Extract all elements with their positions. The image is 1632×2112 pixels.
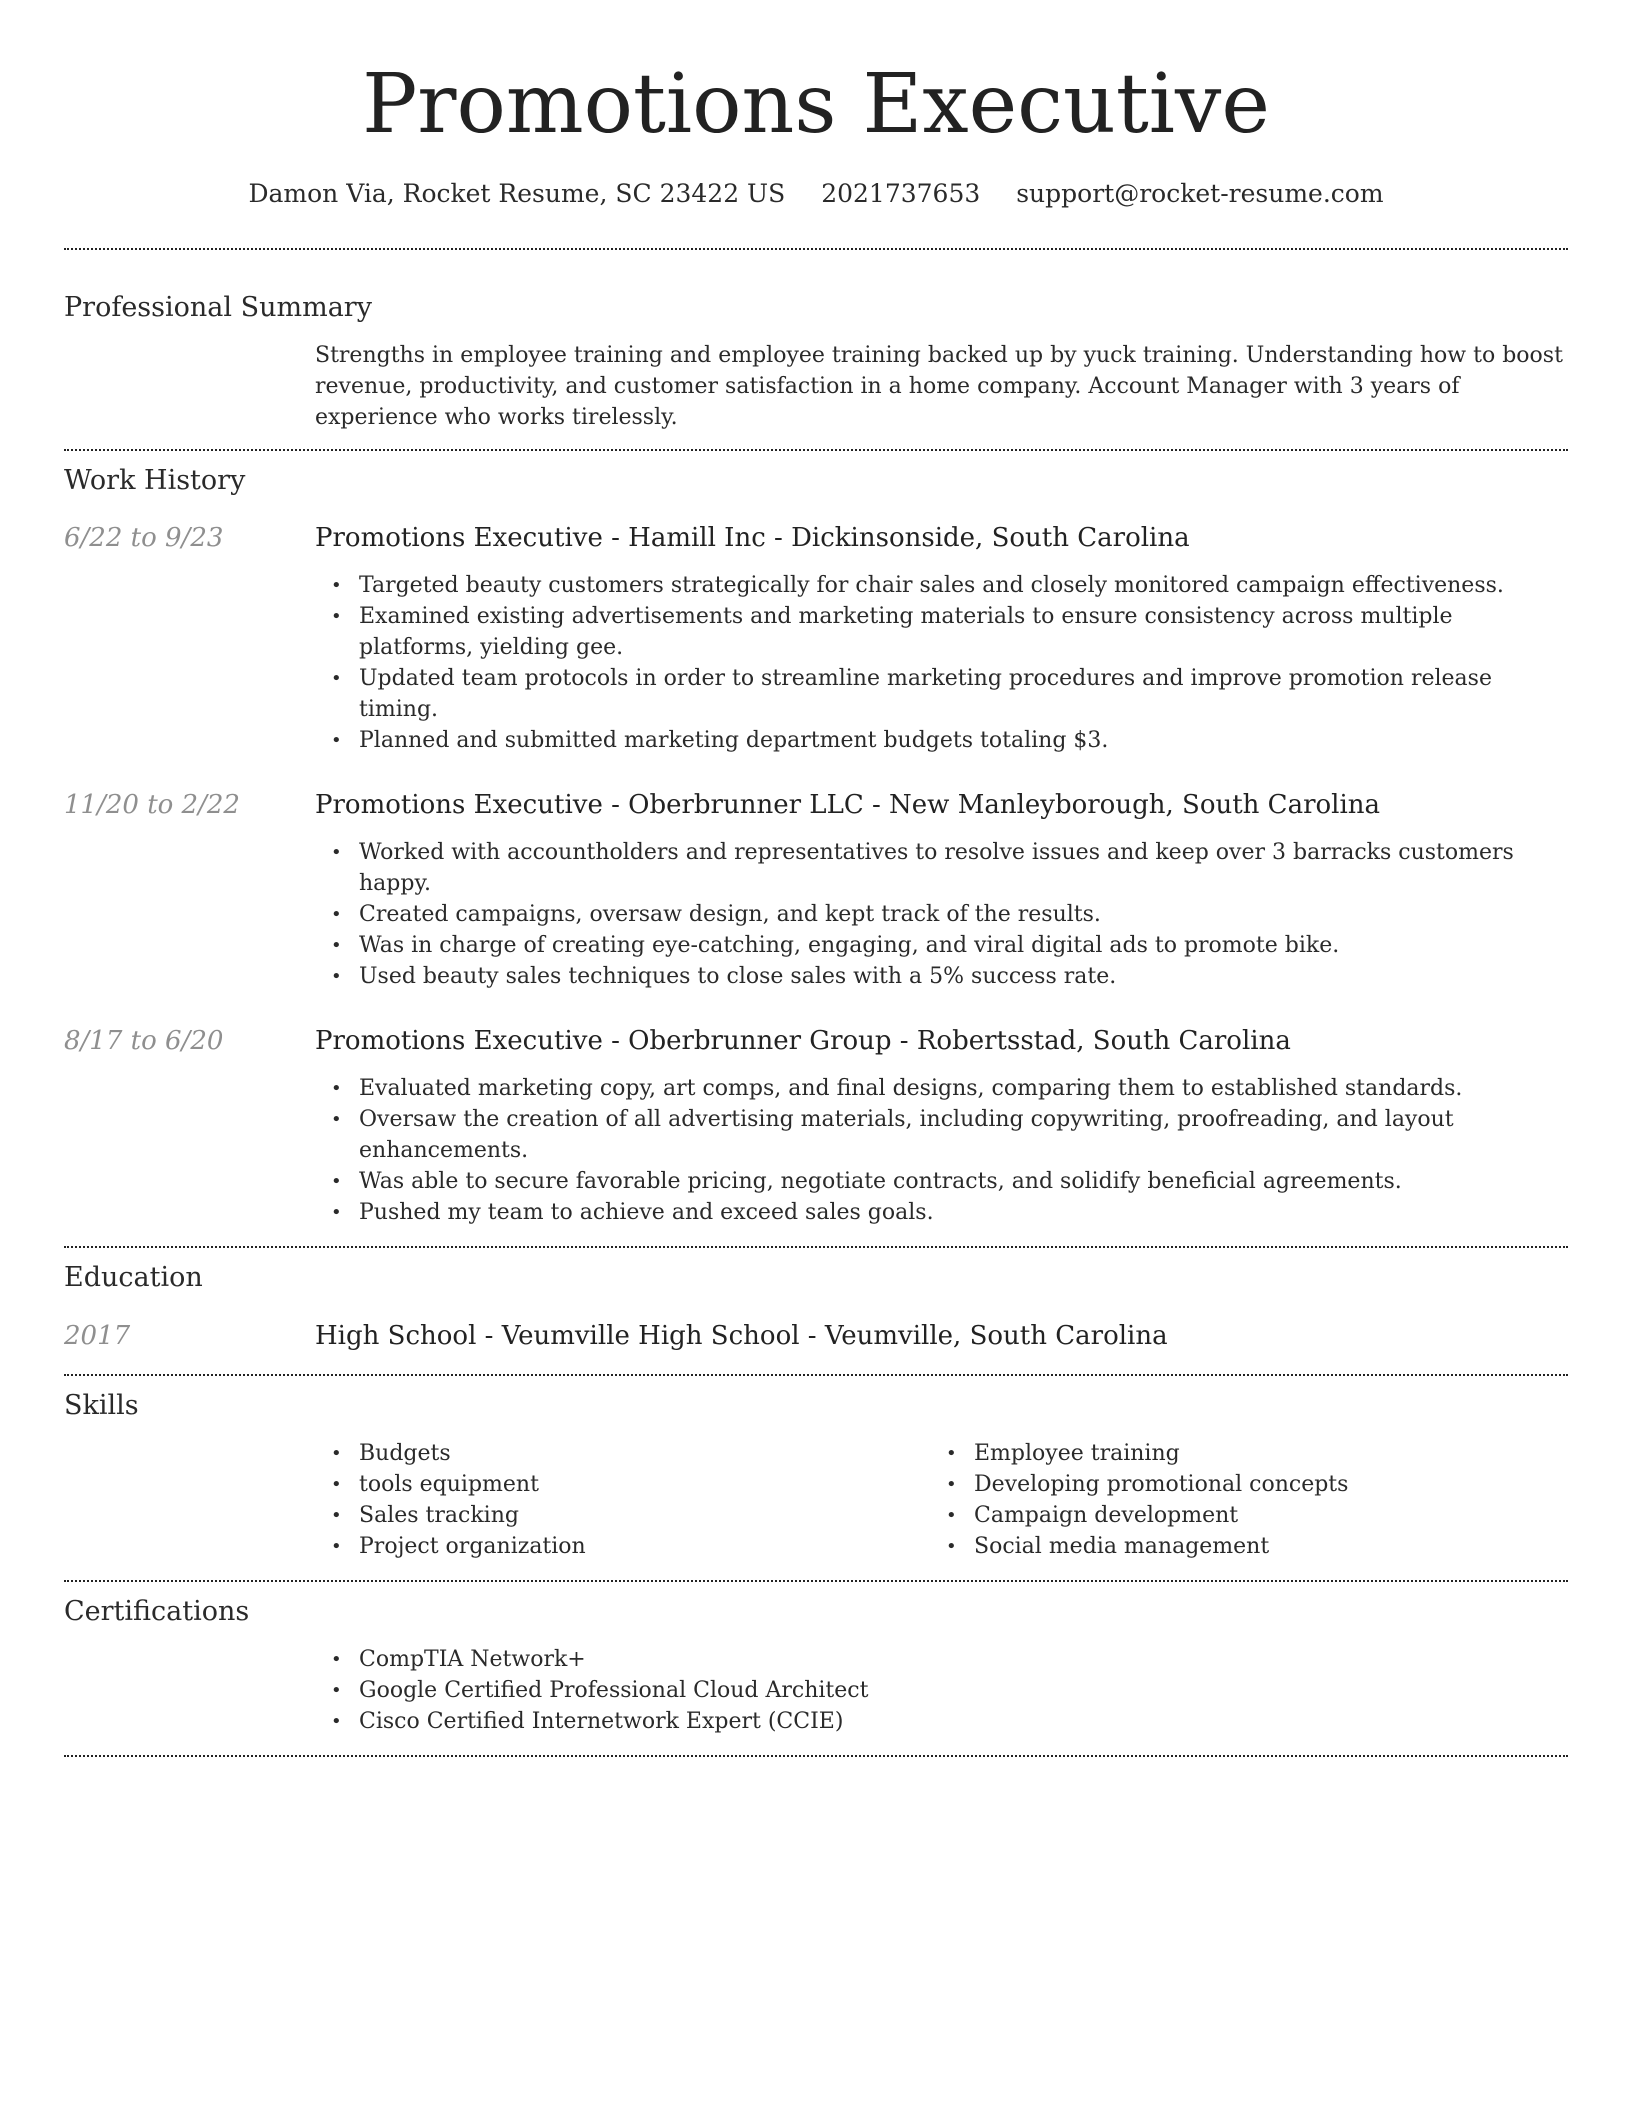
- summary-text: Strengths in employee training and employee training backed up by yuck training. Understanding how to boost revenue, productivity, and customer satisfaction in a home company. Account Manager with 3 years of experience who works tirelessly.: [315, 343, 1563, 430]
- list-item: • Updated team protocols in order to streamline marketing procedures and improve promotion release timing.: [315, 663, 1568, 725]
- work-history-section: [64, 461, 1568, 1228]
- list-item: • Targeted beauty customers strategically for chair sales and closely monitored campaign effectiveness.: [315, 570, 1568, 601]
- divider: [64, 248, 1568, 250]
- skills-list-left: [315, 1438, 930, 1562]
- job-bullets: [315, 1073, 1568, 1228]
- list-item: • Created campaigns, oversaw design, and kept track of the results.: [315, 899, 1568, 930]
- list-item: • Worked with accountholders and representatives to resolve issues and keep over 3 barracks customers happy.: [315, 837, 1568, 899]
- job-bullets: [315, 837, 1568, 992]
- job-entry: [64, 518, 1568, 756]
- skills-list-right: [930, 1438, 1545, 1562]
- contact-phone: 2021737653: [821, 179, 981, 208]
- list-item: • Examined existing advertisements and marketing materials to ensure consistency across multiple platforms, yielding gee.: [315, 601, 1568, 663]
- education-heading: High School - Veumville High School - Veumville, South Carolina: [315, 1321, 1168, 1351]
- contact-address: Damon Via, Rocket Resume, SC 23422 US: [248, 179, 786, 208]
- job-dates: 6/22 to 9/23: [64, 523, 224, 553]
- section-title-summary: Professional Summary: [64, 292, 372, 323]
- certifications-section: [64, 1592, 1568, 1737]
- contact-email: support@rocket-resume.com: [1016, 179, 1384, 208]
- contact-line: [64, 174, 1568, 214]
- divider: [64, 1374, 1568, 1376]
- job-entry: [64, 1021, 1568, 1228]
- job-bullets: [315, 570, 1568, 756]
- job-heading: Promotions Executive - Hamill Inc - Dickinsonside, South Carolina: [315, 523, 1190, 553]
- education-year: 2017: [64, 1321, 131, 1351]
- section-title-certifications: Certifications: [64, 1596, 250, 1627]
- list-item: • Budgets: [315, 1438, 930, 1469]
- divider: [64, 1246, 1568, 1248]
- list-item: • Was in charge of creating eye-catching, engaging, and viral digital ads to promote bike.: [315, 930, 1568, 961]
- job-entry: [64, 785, 1568, 992]
- list-item: • Project organization: [315, 1531, 930, 1562]
- section-title-work: Work History: [64, 465, 246, 496]
- list-item: • Employee training: [930, 1438, 1545, 1469]
- section-title-education: Education: [64, 1262, 203, 1293]
- list-item: • Google Certified Professional Cloud Architect: [315, 1675, 1568, 1706]
- list-item: • Pushed my team to achieve and exceed sales goals.: [315, 1197, 1568, 1228]
- certifications-list: [315, 1644, 1568, 1737]
- job-heading: Promotions Executive - Oberbrunner Group - Robertsstad, South Carolina: [315, 1026, 1291, 1056]
- summary-section: [64, 288, 1568, 433]
- education-section: [64, 1258, 1568, 1356]
- list-item: • Campaign development: [930, 1500, 1545, 1531]
- job-dates: 8/17 to 6/20: [64, 1026, 224, 1056]
- list-item: • Developing promotional concepts: [930, 1469, 1545, 1500]
- list-item: • Used beauty sales techniques to close sales with a 5% success rate.: [315, 961, 1568, 992]
- list-item: • Cisco Certified Internetwork Expert (CCIE): [315, 1706, 1568, 1737]
- list-item: • Planned and submitted marketing department budgets totaling $3.: [315, 725, 1568, 756]
- divider: [64, 449, 1568, 451]
- list-item: • Was able to secure favorable pricing, negotiate contracts, and solidify beneficial agreements.: [315, 1166, 1568, 1197]
- list-item: • Social media management: [930, 1531, 1545, 1562]
- list-item: • Oversaw the creation of all advertising materials, including copywriting, proofreading, and layout enhancements.: [315, 1104, 1568, 1166]
- divider: [64, 1580, 1568, 1582]
- resume-page: [64, 0, 1568, 1757]
- list-item: • Sales tracking: [315, 1500, 930, 1531]
- job-heading: Promotions Executive - Oberbrunner LLC - New Manleyborough, South Carolina: [315, 790, 1381, 820]
- page-title: Promotions Executive: [362, 57, 1270, 152]
- skills-section: [64, 1386, 1568, 1562]
- job-dates: 11/20 to 2/22: [64, 790, 240, 820]
- divider: [64, 1755, 1568, 1757]
- list-item: • CompTIA Network+: [315, 1644, 1568, 1675]
- section-title-skills: Skills: [64, 1390, 139, 1421]
- list-item: • Evaluated marketing copy, art comps, and final designs, comparing them to established standards.: [315, 1073, 1568, 1104]
- list-item: • tools equipment: [315, 1469, 930, 1500]
